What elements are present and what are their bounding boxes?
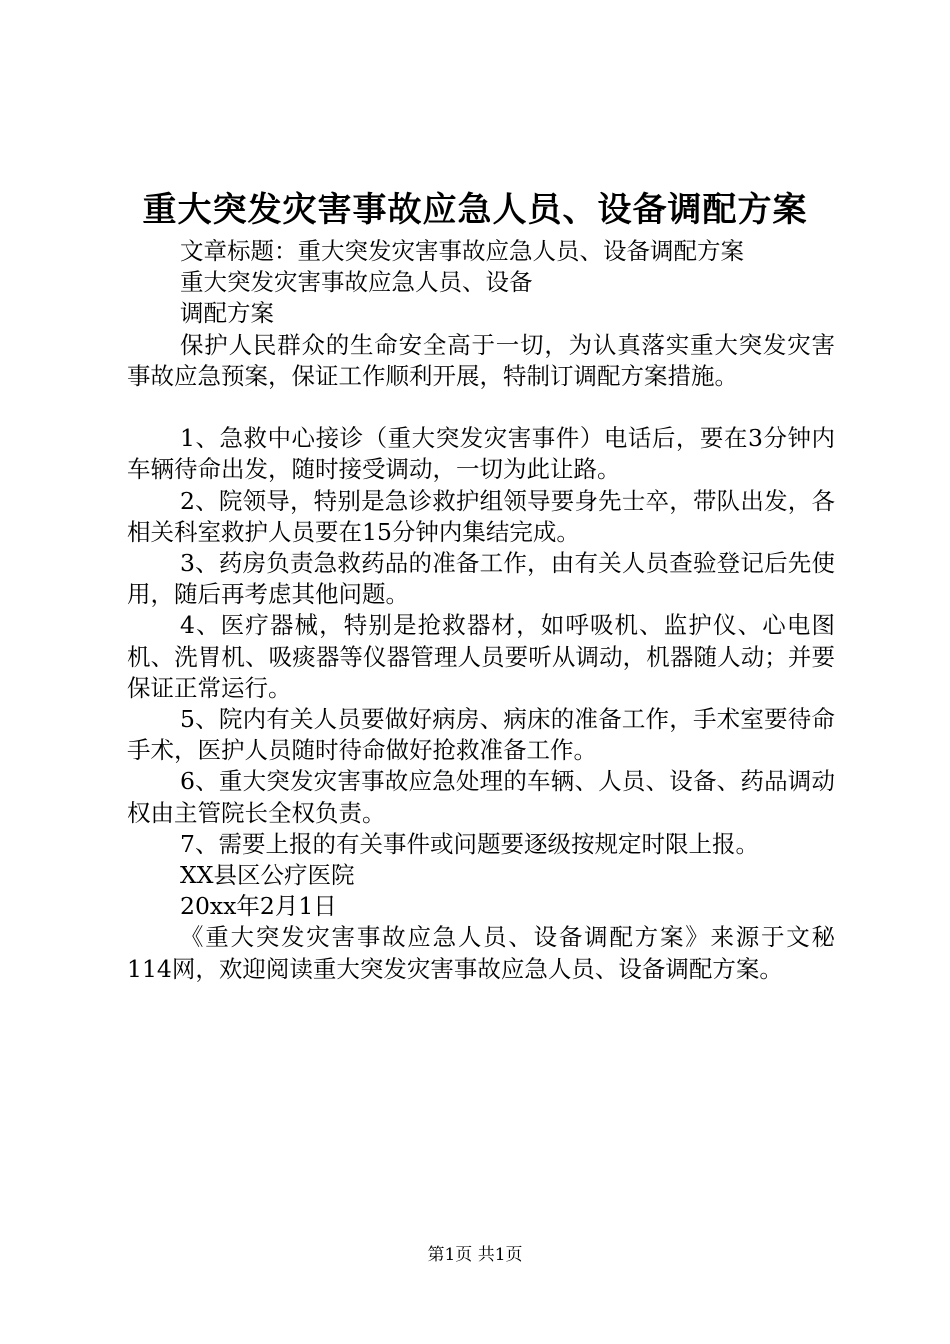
subtitle-line-1: 重大突发灾害事故应急人员、设备: [180, 268, 533, 297]
document-title: 重大突发灾害事故应急人员、设备调配方案: [142, 190, 808, 230]
list-item-4: 4、医疗器械，特别是抢救器材，如呼吸机、监护仪、心电图机、洗胃机、吸痰器等仪器管理人员要听从调动，机器随人动；并要保证正常运行。: [127, 611, 835, 702]
page-number-footer: 第1页 共1页: [427, 1245, 523, 1265]
source-note: 《重大突发灾害事故应急人员、设备调配方案》来源于文秘114网，欢迎阅读重大突发灾害事故应急人员、设备调配方案。: [127, 923, 835, 983]
intro-paragraph: 保护人民群众的生命安全高于一切，为认真落实重大突发灾害事故应急预案，保证工作顺利开展，特制订调配方案措施。: [127, 330, 835, 390]
list-item-1: 1、急救中心接诊（重大突发灾害事件）电话后，要在3分钟内车辆待命出发，随时接受调动，一切为此让路。: [127, 424, 835, 484]
subtitle-line-2: 调配方案: [180, 299, 274, 328]
list-item-7: 7、需要上报的有关事件或问题要逐级按规定时限上报。: [180, 829, 759, 858]
list-item-5: 5、院内有关人员要做好病房、病床的准备工作，手术室要待命手术，医护人员随时待命做好抢救准备工作。: [127, 705, 835, 765]
article-title-line: 文章标题：重大突发灾害事故应急人员、设备调配方案: [180, 237, 744, 265]
list-item-3: 3、药房负责急救药品的准备工作，由有关人员查验登记后先使用，随后再考虑其他问题。: [127, 549, 835, 609]
document-body: [127, 236, 835, 985]
list-item-6: 6、重大突发灾害事故应急处理的车辆、人员、设备、药品调动权由主管院长全权负责。: [127, 767, 835, 827]
signature-organization: XX县区公疗医院: [180, 861, 355, 890]
signature-date: 20xx年2月1日: [180, 892, 337, 921]
list-item-2: 2、院领导，特别是急诊救护组领导要身先士卒，带队出发，各相关科室救护人员要在15分钟内集结完成。: [127, 486, 835, 546]
